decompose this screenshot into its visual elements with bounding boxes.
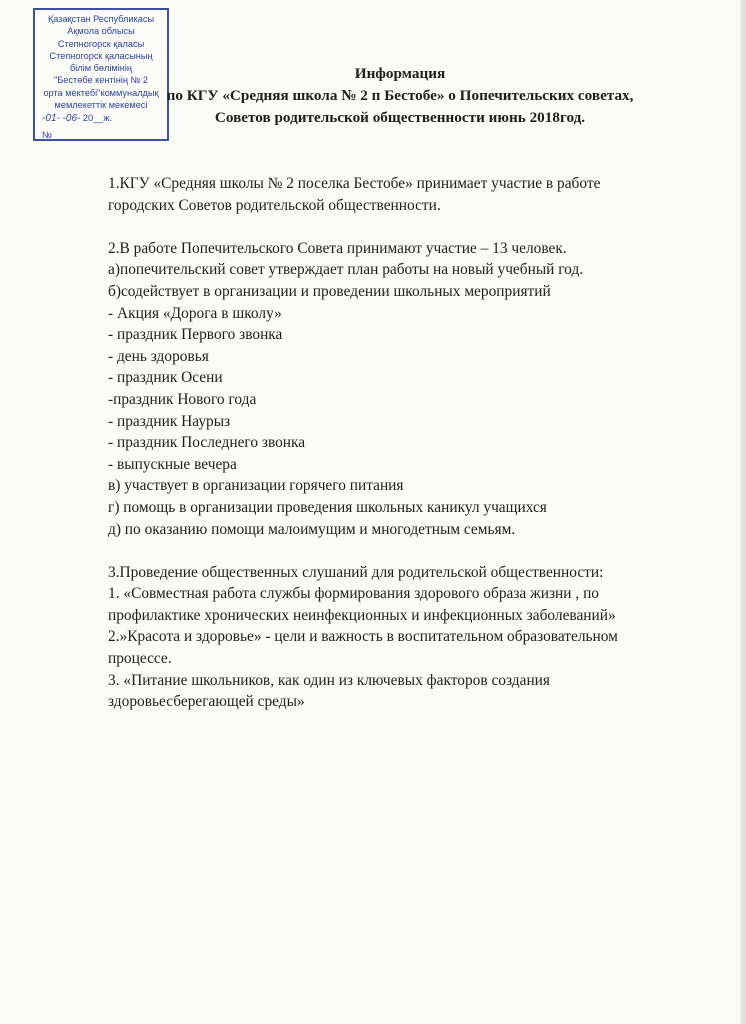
list-item: - праздник Осени	[108, 369, 223, 387]
stamp-line: Степногорск қаласы	[57, 38, 145, 49]
text-line: б)содействует в организации и проведении школьных мероприятий	[108, 282, 551, 300]
document-subtitle-line: по КГУ «Средняя школа № 2 п Бестобе» о Попечительских советах,	[166, 87, 634, 104]
document-body	[108, 173, 718, 713]
text-line: д) по оказанию помощи малоимущим и многодетным семьям.	[108, 520, 516, 538]
text-line: 3.Проведение общественных слушаний для родительской общественности:	[108, 563, 604, 581]
text-line: процессе.	[108, 650, 172, 668]
section-2	[108, 238, 718, 540]
list-item: -праздник Нового года	[108, 390, 257, 408]
stamp-line: Степногорск қаласының	[49, 50, 153, 61]
stamp-number-label: №	[42, 129, 52, 140]
text-line: городских Советов родительской общественности.	[108, 196, 441, 214]
stamp-date-value: -01- -06-	[42, 113, 81, 125]
list-item: - праздник Наурыз	[108, 412, 231, 430]
text-line: г) помощь в организации проведения школьных каникул учащихся	[108, 498, 547, 516]
section-3	[108, 562, 718, 713]
page-edge	[740, 0, 746, 1024]
text-line: профилактике хронических неинфекционных и инфекционных заболеваний»	[108, 606, 616, 624]
list-item: - праздник Первого звонка	[108, 326, 283, 344]
list-item: - Акция «Дорога в школу»	[108, 304, 282, 322]
section-1	[108, 173, 718, 216]
text-line: 3. «Питание школьников, как один из ключевых факторов создания	[108, 671, 550, 689]
text-line: 1. «Совместная работа службы формирования здорового образа жизни , по	[108, 585, 599, 603]
stamp-number	[35, 129, 167, 141]
text-line: а)попечительский совет утверждает план работы на новый учебный год.	[108, 261, 584, 279]
list-item: - выпускные вечера	[108, 455, 237, 473]
stamp-line: "Бестөбе кентінің № 2	[54, 75, 148, 86]
paragraph-gap	[108, 540, 718, 562]
document-subtitle-line: Советов родительской общественности июнь 2018год.	[214, 109, 586, 126]
stamp-line: орта мектебі"коммуналдық	[43, 87, 159, 98]
text-line: здоровьесберегающей среды»	[108, 693, 305, 711]
document-header	[140, 63, 660, 129]
stamp-line: Қазақстан Республикасы	[47, 14, 155, 24]
text-line: в) участвует в организации горячего питания	[108, 477, 404, 495]
list-item: - праздник Последнего звонка	[108, 434, 306, 452]
text-line: 2.»Красота и здоровье» - цели и важность в воспитательном образовательном	[108, 628, 618, 646]
text-line: 1.КГУ «Средняя школы № 2 поселка Бестобе» принимает участие в работе	[108, 175, 601, 192]
document-title: Информация	[354, 65, 446, 82]
list-item: - день здоровья	[108, 347, 209, 365]
stamp-line: Ақмола облысы	[67, 26, 135, 37]
text-line: 2.В работе Попечительского Совета принимают участие – 13 человек.	[108, 239, 567, 257]
stamp-number-underline	[56, 131, 160, 141]
stamp-date-suffix: 20__ж.	[82, 113, 113, 124]
stamp-line: мемлекеттік мекемесі	[54, 100, 148, 111]
paragraph-gap	[108, 216, 718, 238]
stamp-line: білім бөлімінің	[70, 63, 132, 74]
